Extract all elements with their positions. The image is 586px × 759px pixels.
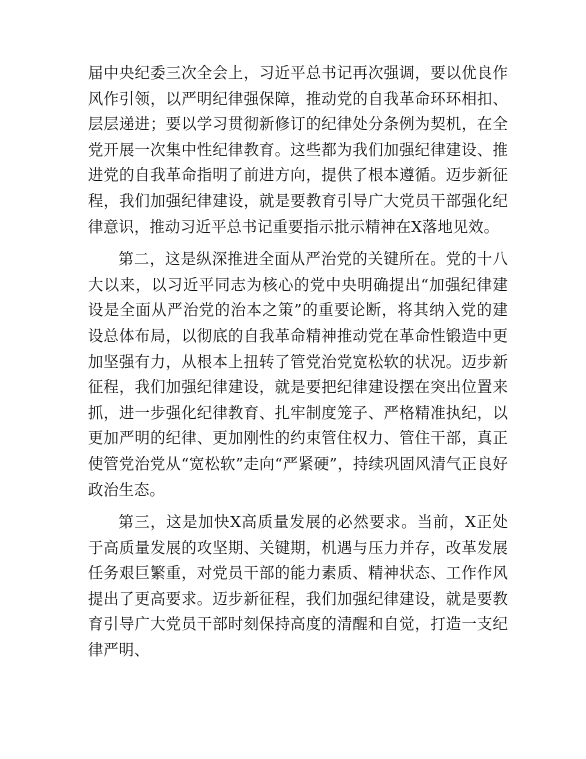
paragraph-second-point: 第二，这是纵深推进全面从严治党的关键所在。党的十八大以来，以习近平同志为核心的党中央明确提出“加强纪律建设是全面从严治党的治本之策”的重要论断，将其纳入党的建设总体布局，以彻底的自我革命精神推动党在革命性锻造中更加坚强有力，从根本上扭转了管党治党宽松软的状况。迈步新征程，我们加强纪律建设，就是要把纪律建设摆在突出位置来抓，进一步强化纪律教育、扎牢制度笼子、严格精准执纪，以更加严明的纪律、更加刚性的约束管住权力、管住干部，真正使管党治党从“宽松软”走向“严紧硬”，持续巩固风清气正良好政治生态。 — [88, 250, 508, 499]
paragraph-continuation: 届中央纪委三次全会上，习近平总书记再次强调，要以优良作风作引领，以严明纪律强保障，推动党的自我革命环环相扣、层层递进；要以学习贯彻新修订的纪律处分条例为契机，在全党开展一次集中性纪律教育。这些都为我们加强纪律建设、推进党的自我革命指明了前进方向，提供了根本遵循。迈步新征程，我们加强纪律建设，就是要教育引导广大党员干部强化纪律意识，推动习近平总书记重要指示批示精神在X落地见效。 — [88, 64, 508, 236]
document-body — [88, 61, 508, 671]
paragraph-third-point: 第三，这是加快X高质量发展的必然要求。当前，X正处于高质量发展的攻坚期、关键期，机遇与压力并存，改革发展任务艰巨繁重，对党员干部的能力素质、精神状态、工作作风提出了更高要求。迈步新征程，我们加强纪律建设，就是要教育引导广大党员干部时刻保持高度的清醒和自觉，打造一支纪律严明、 — [88, 513, 508, 660]
